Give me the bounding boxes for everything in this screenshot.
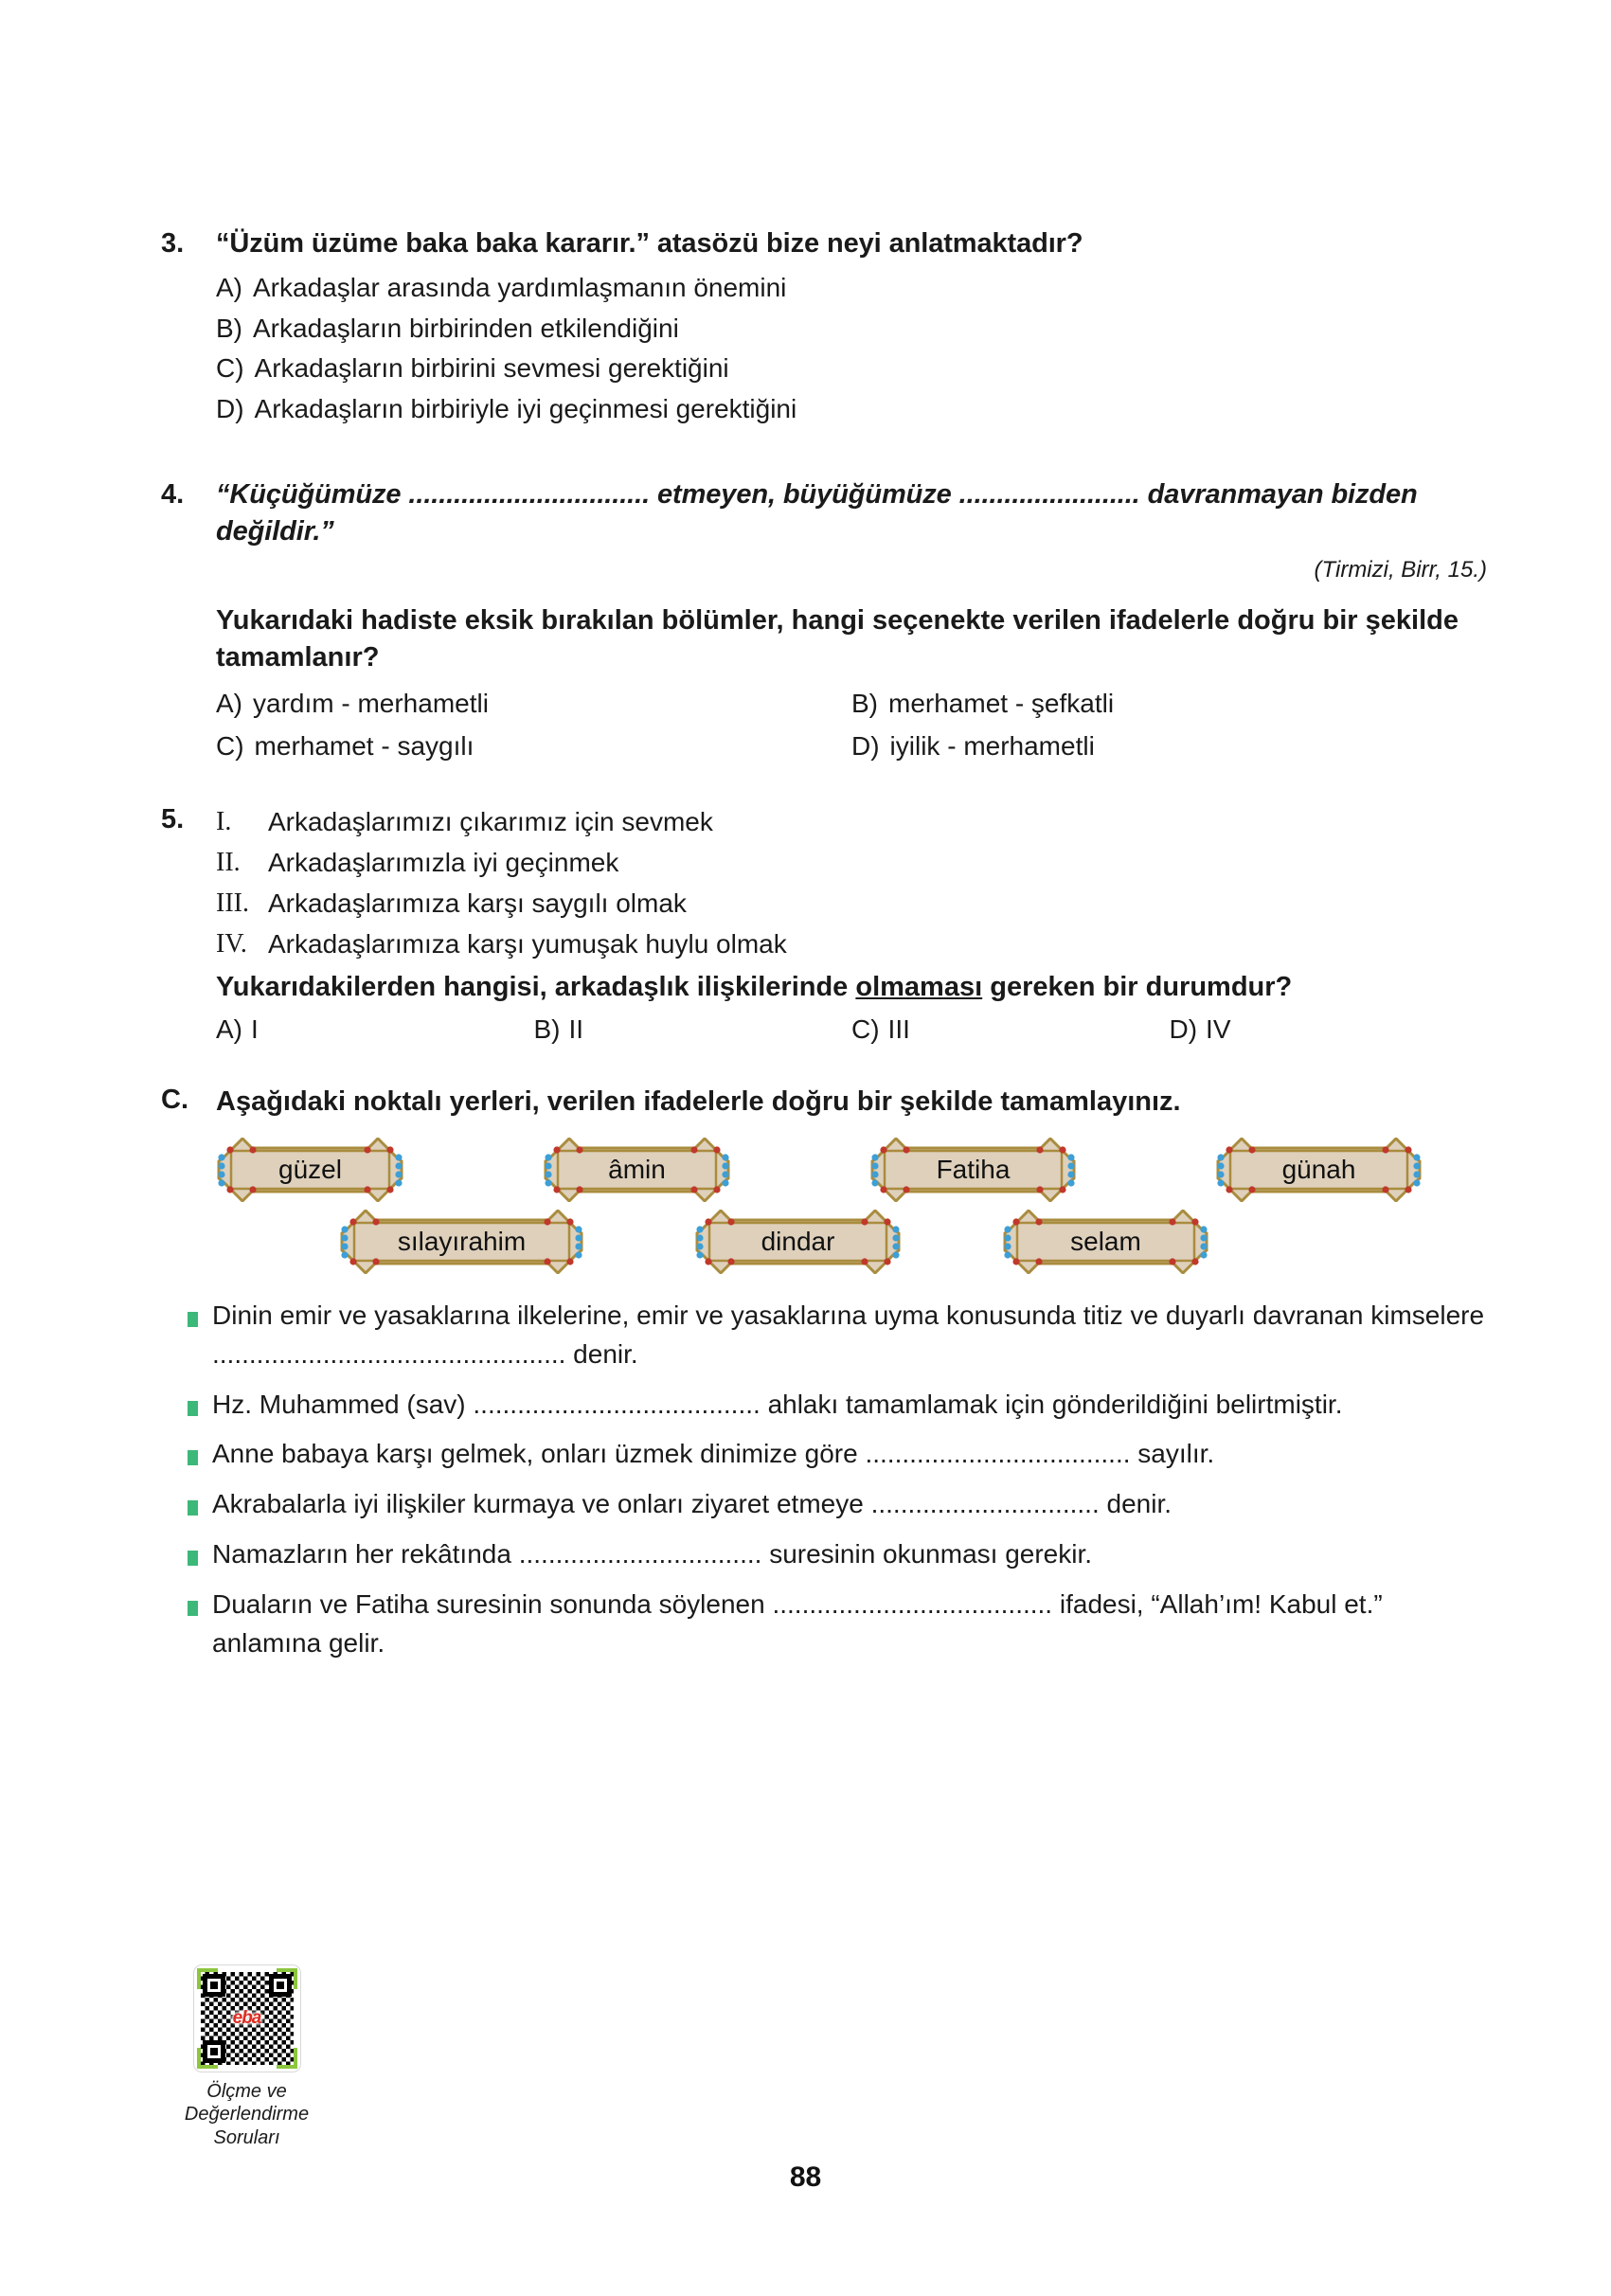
question-4-citation: (Tirmizi, Birr, 15.) xyxy=(1314,556,1487,583)
list-item xyxy=(216,842,1487,883)
option-a-letter: A) xyxy=(216,688,242,718)
roman-numeral: III. xyxy=(216,888,249,919)
option-a[interactable] xyxy=(216,1014,534,1045)
option-b-letter: B) xyxy=(533,1014,561,1045)
list-item xyxy=(188,1386,1487,1425)
option-a-letter: A) xyxy=(216,1014,242,1045)
question-4-sub-stem: Yukarıdaki hadiste eksik bırakılan bölümler, hangi seçenekte verilen ifadelerle doğru bir şekilde tamamlanır? xyxy=(216,604,1459,673)
question-4-hadith-quote: “Küçüğümüze ................................ etmeyen, büyüğümüze ........................ davranmayan bizden değildir.” xyxy=(216,479,1418,547)
roman-item-text: Arkadaşlarımızla iyi geçinmek xyxy=(268,847,619,877)
option-d-text: Arkadaşların birbiriyle iyi geçinmesi gerektiğini xyxy=(254,393,797,423)
qr-caption-line-1: Ölçme ve xyxy=(206,2081,287,2102)
list-item xyxy=(188,1435,1487,1474)
question-3-options xyxy=(216,268,1487,429)
fill-in-blank-sentence[interactable]: Hz. Muhammed (sav) ....................................... ahlakı tamamlamak için gönderildiğini belirtmiştir. xyxy=(212,1389,1343,1419)
question-3-stem: “Üzüm üzüme baka baka kararır.” atasözü bize neyi anlatmaktadır? xyxy=(216,228,1083,259)
spacer xyxy=(161,777,1487,801)
bullet-square-icon xyxy=(188,1386,212,1416)
option-c[interactable] xyxy=(216,726,851,767)
option-c-letter: C) xyxy=(851,1014,880,1045)
word-bank-item-label: dindar xyxy=(761,1226,835,1256)
sub-stem-underlined-word: olmaması xyxy=(855,972,983,1003)
section-c-header xyxy=(161,1085,1487,1121)
option-c-text: III xyxy=(887,1014,910,1045)
option-c-letter: C) xyxy=(216,731,244,762)
word-bank-item-label: âmin xyxy=(608,1154,666,1184)
list-item xyxy=(216,883,1487,924)
option-a[interactable] xyxy=(216,684,851,725)
qr-caption xyxy=(159,2080,334,2149)
word-bank-item[interactable] xyxy=(535,1138,739,1202)
question-4-number: 4. xyxy=(161,479,185,511)
word-bank-item[interactable] xyxy=(1208,1138,1430,1202)
qr-bracket-icon xyxy=(277,1968,297,1989)
qr-bracket-icon xyxy=(277,2048,297,2069)
fill-in-blank-sentence[interactable]: Duaların ve Fatiha suresinin sonunda söylenen ...................................... ifadesi, “Allah’ım! Kabul et.” anlamına gelir. xyxy=(212,1589,1383,1658)
roman-item-text: Arkadaşlarımızı çıkarımız için sevmek xyxy=(268,806,713,836)
roman-numeral: II. xyxy=(216,847,241,877)
option-d-letter: D) xyxy=(1169,1014,1198,1045)
option-d[interactable] xyxy=(216,389,1487,430)
fill-in-blank-sentence[interactable]: Anne babaya karşı gelmek, onları üzmek dinimize göre .................................... sayılır. xyxy=(212,1439,1215,1469)
option-a-text: I xyxy=(251,1014,259,1045)
word-bank-item[interactable] xyxy=(994,1210,1217,1274)
question-3-number: 3. xyxy=(161,228,185,259)
option-b-letter: B) xyxy=(851,688,878,718)
list-item xyxy=(188,1586,1487,1663)
bullet-square-icon xyxy=(188,1586,212,1616)
option-d-letter: D) xyxy=(216,393,244,423)
option-a-letter: A) xyxy=(216,273,242,303)
fill-in-blank-sentence[interactable]: Akrabalarla iyi ilişkiler kurmaya ve onları ziyaret etmeye ............................... denir. xyxy=(212,1489,1172,1519)
sub-stem-part-1: Yukarıdakilerden hangisi, arkadaşlık ilişkilerinde xyxy=(216,972,856,1003)
word-bank-item[interactable] xyxy=(862,1138,1084,1202)
bullet-square-icon xyxy=(188,1435,212,1465)
word-bank-item-label: selam xyxy=(1070,1226,1141,1256)
option-b-letter: B) xyxy=(216,313,242,343)
word-bank-item[interactable] xyxy=(687,1210,909,1274)
list-item xyxy=(216,924,1487,964)
roman-numeral: IV. xyxy=(216,929,247,960)
word-bank-item-label: sılayırahim xyxy=(397,1226,527,1256)
option-c[interactable] xyxy=(216,349,1487,389)
option-b[interactable] xyxy=(534,1014,852,1045)
bullet-square-icon xyxy=(188,1535,212,1566)
page-number: 88 xyxy=(789,2161,822,2193)
question-5 xyxy=(161,801,1487,1045)
question-4 xyxy=(161,476,1487,766)
roman-item-text: Arkadaşlarımıza karşı saygılı olmak xyxy=(268,888,687,919)
fill-in-blank-sentence[interactable]: Dinin emir ve yasaklarına ilkelerine, emir ve yasaklarına uyma konusunda titiz ve duyarlı davranan kimselere ................................................ denir. xyxy=(212,1300,1485,1369)
qr-code-image[interactable] xyxy=(194,1965,300,2072)
option-a-text: Arkadaşlar arasında yardımlaşmanın önemini xyxy=(253,273,787,303)
word-bank xyxy=(208,1138,1468,1289)
option-b-text: II xyxy=(568,1014,584,1045)
word-bank-item-label: güzel xyxy=(278,1154,342,1184)
qr-caption-line-2: Değerlendirme xyxy=(184,2104,310,2126)
list-item xyxy=(188,1485,1487,1524)
qr-bracket-icon xyxy=(197,2048,218,2069)
option-d-letter: D) xyxy=(851,731,880,762)
option-b-text: Arkadaşların birbirinden etkilendiğini xyxy=(253,313,679,343)
option-d-text: iyilik - merhametli xyxy=(889,731,1095,762)
question-5-options xyxy=(216,1014,1487,1045)
word-bank-item[interactable] xyxy=(208,1138,412,1202)
spacer xyxy=(161,439,1487,476)
list-item xyxy=(188,1535,1487,1574)
bullet-square-icon xyxy=(188,1485,212,1516)
section-c-title: Aşağıdaki noktalı yerleri, verilen ifadelerle doğru bir şekilde tamamlayınız. xyxy=(216,1086,1181,1118)
option-b[interactable] xyxy=(216,309,1487,350)
section-c-letter: C. xyxy=(161,1085,188,1116)
fill-in-blank-list xyxy=(188,1297,1487,1663)
option-a[interactable] xyxy=(216,268,1487,309)
question-4-options xyxy=(216,684,1487,767)
list-item xyxy=(216,801,1487,842)
option-d-text: IV xyxy=(1206,1014,1231,1045)
list-item xyxy=(188,1297,1487,1374)
option-c-letter: C) xyxy=(216,353,244,384)
word-bank-item-label: Fatiha xyxy=(936,1154,1011,1184)
qr-code-block[interactable] xyxy=(159,1965,334,2149)
fill-in-blank-sentence[interactable]: Namazların her rekâtında ................................. suresinin okunması gerekir. xyxy=(212,1539,1093,1570)
option-c[interactable] xyxy=(851,1014,1170,1045)
sub-stem-part-2: gereken bir durumdur? xyxy=(982,972,1293,1003)
qr-caption-line-3: Soruları xyxy=(213,2126,280,2148)
bullet-square-icon xyxy=(188,1297,212,1327)
option-c-text: Arkadaşların birbirini sevmesi gerektiğini xyxy=(254,353,729,384)
option-b[interactable] xyxy=(851,684,1487,725)
question-5-sub-stem xyxy=(216,969,1487,1006)
option-a-text: yardım - merhametli xyxy=(253,688,489,718)
question-5-statement-list xyxy=(216,801,1487,964)
option-d[interactable] xyxy=(1170,1014,1488,1045)
page-content xyxy=(161,225,1487,1675)
roman-numeral: I. xyxy=(216,806,232,836)
eba-logo: eba xyxy=(232,2008,261,2028)
option-b-text: merhamet - şefkatli xyxy=(888,688,1115,718)
roman-item-text: Arkadaşlarımıza karşı yumuşak huylu olmak xyxy=(268,929,787,960)
question-5-number: 5. xyxy=(161,803,185,834)
word-bank-item[interactable] xyxy=(331,1210,592,1274)
qr-bracket-icon xyxy=(197,1968,218,1989)
word-bank-item-label: günah xyxy=(1281,1154,1356,1184)
option-d[interactable] xyxy=(851,726,1487,767)
question-3 xyxy=(161,225,1487,429)
option-c-text: merhamet - saygılı xyxy=(254,731,474,762)
